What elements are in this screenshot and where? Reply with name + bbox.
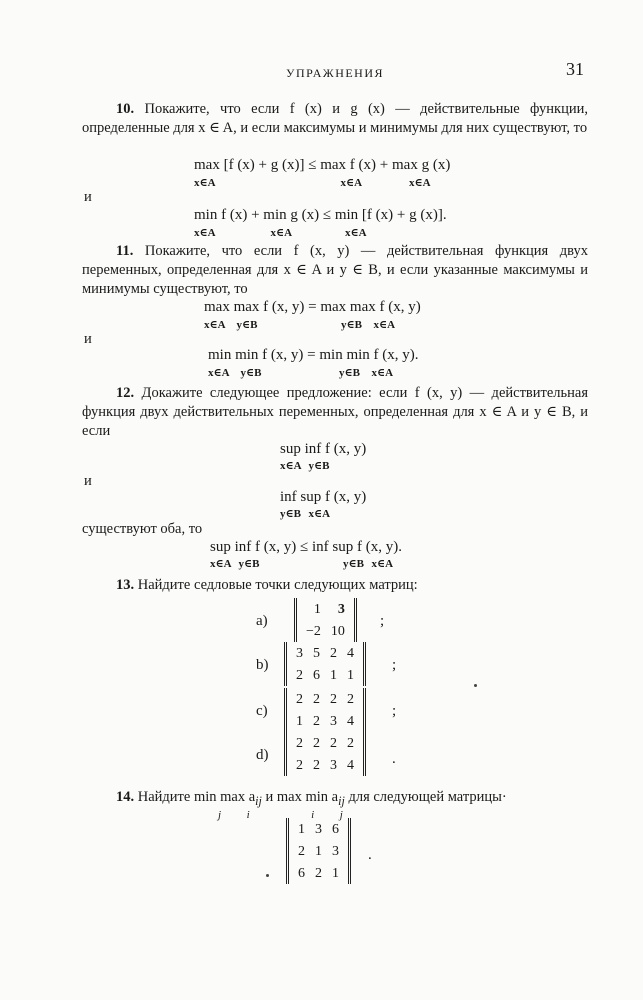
- matrix-b: [284, 642, 366, 686]
- exercise-12-both-exist: существуют оба, то: [82, 521, 203, 537]
- matrix-cell: 5: [313, 645, 320, 661]
- exercise-10-statement: Покажите, что если f (x) и g (x) — действительные функции, определенные для x ∈ A, и если максимумы и минимумы для них существуют, то: [82, 101, 589, 136]
- exercise-14-text-mid: и max min a: [261, 789, 339, 805]
- exercise-10-formula-2-subscripts: x∈A x∈A x∈A: [194, 227, 367, 239]
- matrix-cell: 1: [313, 601, 321, 617]
- exercise-10-formula-2: min f (x) + min g (x) ≤ min [f (x) + g (x)].: [194, 207, 447, 223]
- matrix-ex14-punctuation: .: [368, 847, 372, 863]
- print-speck: [474, 684, 477, 687]
- exercise-11-text: [82, 242, 588, 299]
- matrix-cell: 3: [332, 843, 339, 859]
- exercise-13-statement: Найдите седловые точки следующих матриц:: [137, 577, 418, 593]
- matrix-cell: 1: [315, 843, 322, 859]
- matrix-cell: 2: [330, 691, 337, 707]
- exercise-10-text: [82, 100, 588, 138]
- exercise-14-text-after: для следующей матрицы·: [344, 789, 507, 805]
- exercise-10-number: 10.: [116, 101, 135, 117]
- matrix-cell: 1: [296, 713, 303, 729]
- exercise-12-and: и: [84, 473, 92, 489]
- matrix-d: [284, 732, 366, 776]
- matrix-a-punctuation: ;: [380, 613, 385, 629]
- exercise-11-formula-1: max max f (x, y) = max max f (x, y): [204, 299, 421, 315]
- matrix-c-label: c): [256, 703, 268, 719]
- matrix-cell: 2: [315, 865, 322, 881]
- matrix-cell: 3: [315, 821, 322, 837]
- page-number: 31: [566, 59, 584, 79]
- exercise-11-formula-1-subscripts: x∈A y∈B y∈B x∈A: [204, 319, 396, 331]
- exercise-13-number: 13.: [116, 577, 135, 593]
- running-title: УПРАЖНЕНИЯ: [285, 66, 385, 80]
- matrix-cell: 2: [313, 735, 320, 751]
- matrix-cell: 1: [298, 821, 305, 837]
- exercise-11-statement: Покажите, что если f (x, y) — действительная функция двух переменных, определенная для x ∈ A и y ∈ B, и если указанные максимумы и минимумы существуют, то: [82, 243, 588, 297]
- exercise-14-subscript-1: ij: [255, 793, 262, 808]
- matrix-cell: 4: [347, 757, 354, 773]
- book-page: [82, 0, 588, 1000]
- exercise-12-formula-2: inf sup f (x, y): [280, 489, 367, 505]
- matrix-cell: 1: [330, 667, 337, 683]
- matrix-cell: 4: [347, 713, 354, 729]
- exercise-12-statement: Докажите следующее предложение: если f (x, y) — действительная функция двух действительных переменных, определенная для x ∈ A и y ∈ B, и если: [82, 385, 588, 439]
- matrix-cell: 1: [347, 667, 354, 683]
- exercise-10-formula-1-subscripts: x∈A x∈A x∈A: [194, 177, 431, 189]
- matrix-a: [294, 598, 357, 642]
- print-speck: [266, 874, 269, 877]
- exercise-12-formula-3: sup inf f (x, y) ≤ inf sup f (x, y).: [210, 539, 402, 555]
- matrix-cell: 2: [296, 757, 303, 773]
- matrix-cell: 10: [330, 623, 345, 639]
- matrix-cell: 6: [298, 865, 305, 881]
- matrix-cell: 1: [332, 865, 339, 881]
- exercise-10-formula-1: max [f (x) + g (x)] ≤ max f (x) + max g (x): [194, 157, 451, 173]
- matrix-d-label: d): [256, 747, 269, 763]
- matrix-d-punctuation: .: [392, 751, 396, 767]
- matrix-cell: 2: [347, 735, 354, 751]
- matrix-cell: 2: [313, 713, 320, 729]
- matrix-cell: 3: [296, 645, 303, 661]
- matrix-b-punctuation: ;: [392, 657, 397, 673]
- matrix-cell: 2: [298, 843, 305, 859]
- exercise-12-formula-1-subscripts: x∈A y∈B: [280, 460, 330, 472]
- exercise-11-and: и: [84, 331, 92, 347]
- matrix-cell: 2: [330, 645, 337, 661]
- matrix-cell: 3: [330, 757, 337, 773]
- matrix-c: [284, 688, 366, 732]
- exercise-14-text-before: Найдите min max a: [137, 789, 256, 805]
- exercise-13-text: [82, 576, 588, 595]
- exercise-11-formula-2-subscripts: x∈A y∈B y∈B x∈A: [208, 367, 394, 379]
- matrix-cell: 2: [347, 691, 354, 707]
- exercise-12-number: 12.: [116, 385, 135, 401]
- exercise-14-subscripts: j i i j: [218, 809, 343, 821]
- matrix-cell: 2: [313, 757, 320, 773]
- matrix-cell: 2: [330, 735, 337, 751]
- exercise-14-number: 14.: [116, 789, 135, 805]
- exercise-12-formula-1: sup inf f (x, y): [280, 441, 367, 457]
- exercise-14-subscript-2: ij: [338, 793, 345, 808]
- matrix-b-label: b): [256, 657, 269, 673]
- exercise-11-formula-2: min min f (x, y) = min min f (x, y).: [208, 347, 419, 363]
- matrix-cell: 2: [313, 691, 320, 707]
- matrix-cell: 3: [337, 601, 345, 617]
- matrix-cell: 6: [313, 667, 320, 683]
- matrix-cell: 6: [332, 821, 339, 837]
- matrix-cell: 2: [296, 691, 303, 707]
- matrix-cell: −2: [306, 623, 321, 639]
- matrix-c-punctuation: ;: [392, 703, 397, 719]
- exercise-12-formula-3-subscripts: x∈A y∈B y∈B x∈A: [210, 558, 394, 570]
- exercise-11-number: 11.: [116, 243, 134, 259]
- exercise-10-and: и: [84, 189, 92, 205]
- matrix-cell: 3: [330, 713, 337, 729]
- exercise-12-text: [82, 384, 588, 441]
- matrix-cell: 2: [296, 735, 303, 751]
- exercise-12-formula-2-subscripts: y∈B x∈A: [280, 508, 331, 520]
- matrix-a-label: a): [256, 613, 268, 629]
- matrix-ex14: [286, 818, 351, 884]
- matrix-cell: 4: [347, 645, 354, 661]
- matrix-cell: 2: [296, 667, 303, 683]
